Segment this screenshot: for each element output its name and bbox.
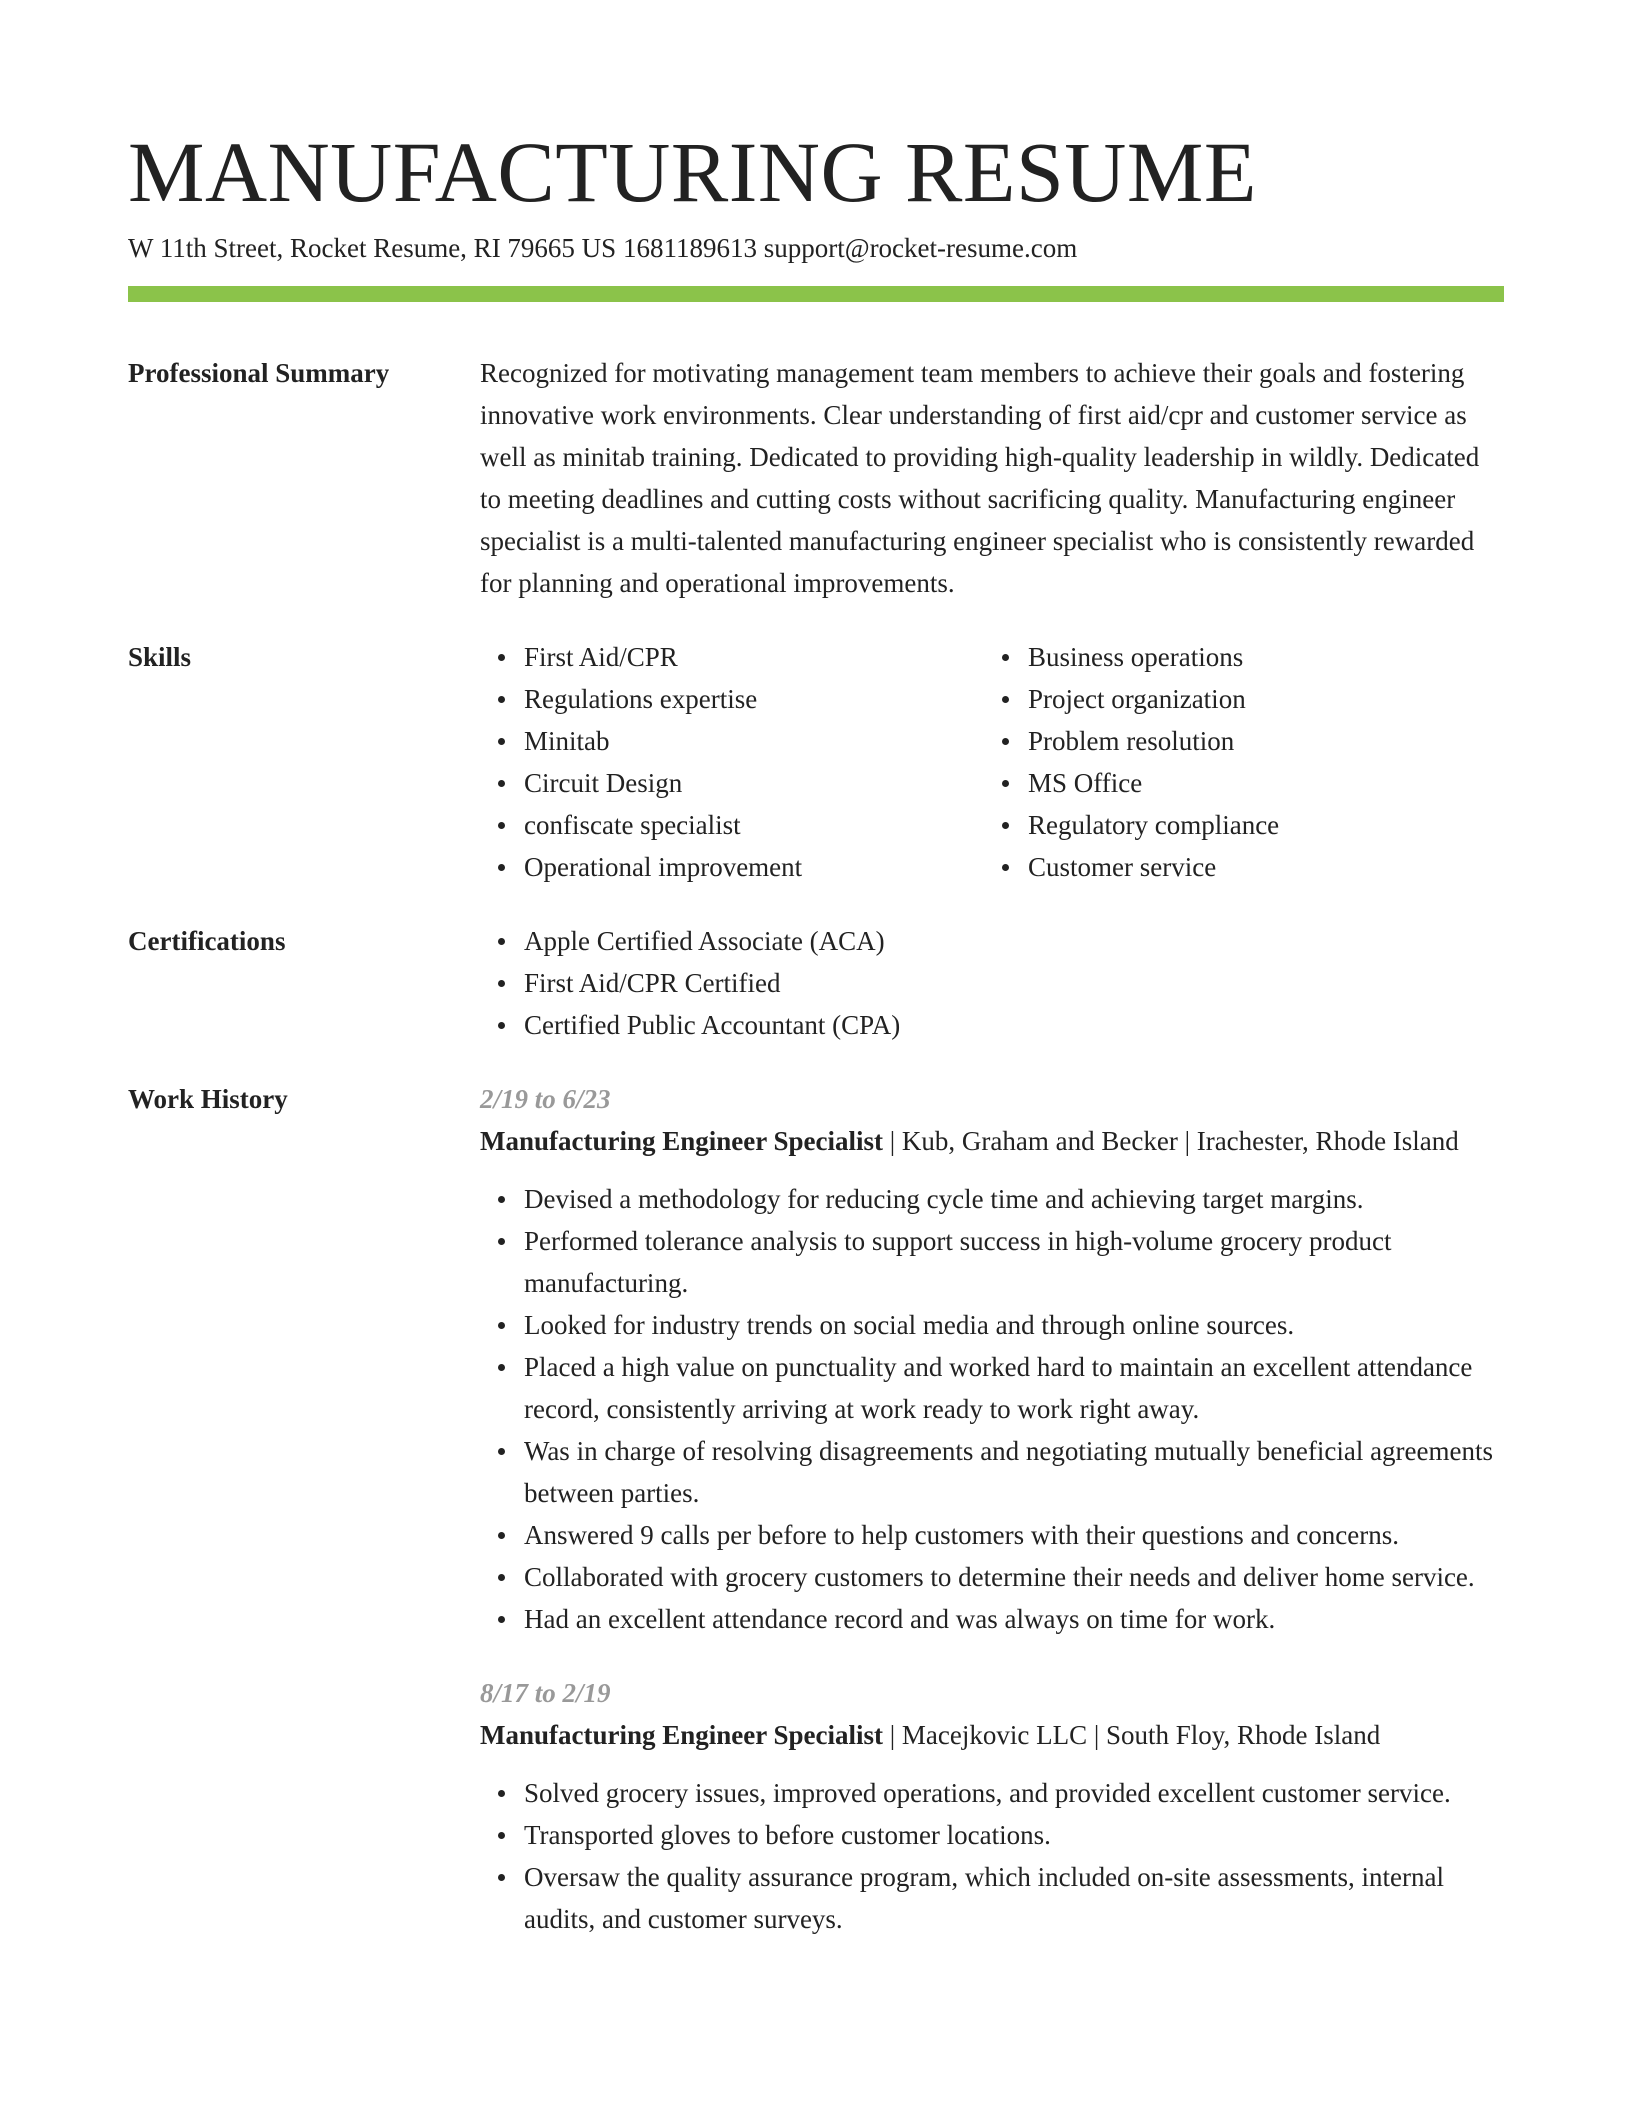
section-title-certifications: Certifications [128,926,286,956]
skill-item: Business operations [1028,636,1488,678]
contact-line: W 11th Street, Rocket Resume, RI 79665 US 1681189613 support@rocket-resume.com [128,233,1078,263]
job-bullet: Performed tolerance analysis to support success in high-volume grocery product manufacturing. [524,1220,1504,1304]
job-title: Manufacturing Engineer Specialist [480,1126,884,1156]
skill-item: Customer service [1028,846,1488,888]
skill-item: Operational improvement [524,846,984,888]
skill-item: Project organization [1028,678,1488,720]
job-dates: 8/17 to 2/19 [480,1678,611,1708]
skill-item: Regulatory compliance [1028,804,1488,846]
skill-item: confiscate specialist [524,804,984,846]
skills-column-left [480,636,984,888]
skill-item: Regulations expertise [524,678,984,720]
job-employer-location: | Kub, Graham and Becker | Irachester, Rhode Island [883,1126,1459,1156]
certification-item: Certified Public Accountant (CPA) [524,1004,1504,1046]
professional-summary-section [128,352,1504,604]
job-bullet: Looked for industry trends on social media and through online sources. [524,1304,1504,1346]
section-title-skills: Skills [128,642,192,672]
job-heading [480,1714,1504,1756]
skill-item: Minitab [524,720,984,762]
job-dates: 2/19 to 6/23 [480,1084,611,1114]
resume-page [128,0,1504,1940]
skills-list-right [984,636,1488,888]
job-entry [480,1078,1504,1640]
skill-item: Circuit Design [524,762,984,804]
certifications-section [128,920,1504,1046]
job-bullet: Collaborated with grocery customers to determine their needs and deliver home service. [524,1556,1504,1598]
certification-item: Apple Certified Associate (ACA) [524,920,1504,962]
skills-column-right [984,636,1488,888]
accent-divider [128,286,1504,302]
certification-item: First Aid/CPR Certified [524,962,1504,1004]
skill-item: Problem resolution [1028,720,1488,762]
section-title-professional-summary: Professional Summary [128,358,390,388]
skill-item: MS Office [1028,762,1488,804]
skill-item: First Aid/CPR [524,636,984,678]
work-history-body [480,1078,1504,1940]
summary-text: Recognized for motivating management team members to achieve their goals and fostering innovative work environments. Clear understanding of first aid/cpr and customer service as well as minitab training. Dedicated to providing high-quality leadership in wildly. Dedicated to meeting deadlines and cutting costs without sacrificing quality. Manufacturing engineer specialist is a multi-talented manufacturing engineer specialist who is consistently rewarded for planning and operational improvements. [480,358,1480,598]
job-title: Manufacturing Engineer Specialist [480,1720,884,1750]
job-heading [480,1120,1504,1162]
job-employer-location: | Macejkovic LLC | South Floy, Rhode Island [883,1720,1381,1750]
skills-body [480,636,1504,888]
section-title-work-history: Work History [128,1084,288,1114]
resume-title: MANUFACTURING RESUME [128,124,1257,220]
summary-body [480,352,1504,604]
certifications-list [480,920,1504,1046]
job-bullet: Was in charge of resolving disagreements and negotiating mutually beneficial agreements between parties. [524,1430,1504,1514]
job-responsibilities-list [480,1772,1504,1940]
job-bullet: Answered 9 calls per before to help customers with their questions and concerns. [524,1514,1504,1556]
job-bullet: Devised a methodology for reducing cycle time and achieving target margins. [524,1178,1504,1220]
job-bullet: Placed a high value on punctuality and worked hard to maintain an excellent attendance record, consistently arriving at work ready to work right away. [524,1346,1504,1430]
skills-list-left [480,636,984,888]
job-bullet: Oversaw the quality assurance program, which included on-site assessments, internal audits, and customer surveys. [524,1856,1504,1940]
job-bullet: Transported gloves to before customer locations. [524,1814,1504,1856]
job-bullet: Had an excellent attendance record and was always on time for work. [524,1598,1504,1640]
job-responsibilities-list [480,1178,1504,1640]
work-history-section [128,1078,1504,1940]
job-bullet: Solved grocery issues, improved operations, and provided excellent customer service. [524,1772,1504,1814]
job-entry [480,1672,1504,1940]
certifications-body [480,920,1504,1046]
skills-section [128,636,1504,888]
